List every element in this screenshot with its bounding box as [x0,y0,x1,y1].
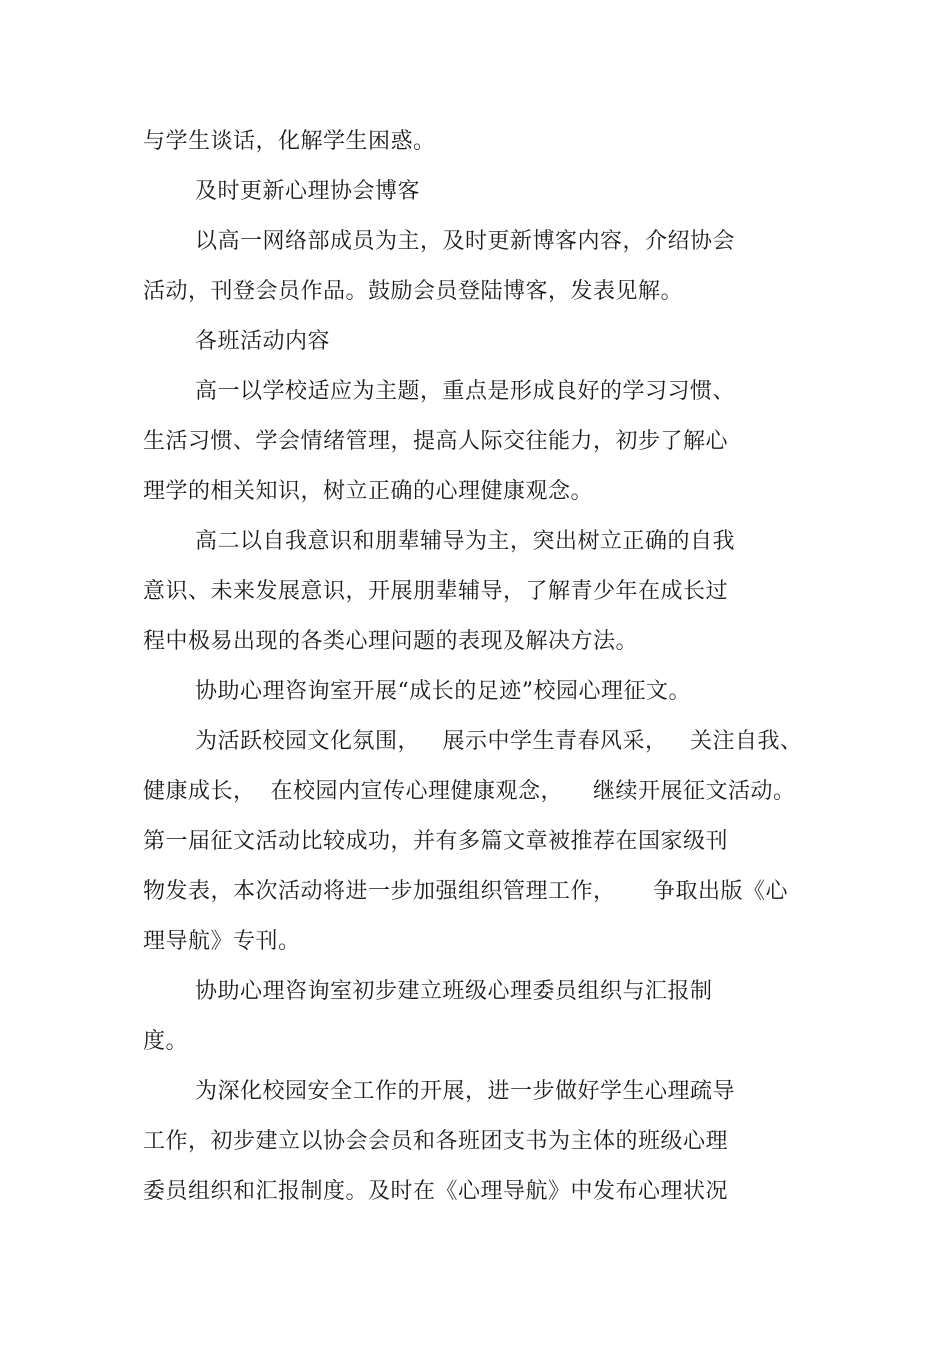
section-heading: 及时更新心理协会博客 [195,179,421,204]
section-heading: 协助心理咨询室开展“成长的足迹”校园心理征文。 [195,679,691,704]
paragraph-line: 为活跃校园文化氛围， 展示中学生青春风采， 关注自我、 [195,729,803,754]
section-heading: 各班活动内容 [195,329,331,354]
paragraph-line: 意识、未来发展意识，开展朋辈辅导，了解青少年在成长过 [143,579,729,604]
paragraph-line: 为深化校园安全工作的开展，进一步做好学生心理疏导 [195,1079,736,1104]
paragraph-line: 生活习惯、学会情绪管理，提高人际交往能力，初步了解心 [143,429,729,454]
paragraph-line: 理导航》专刊。 [143,929,301,954]
paragraph-line: 委员组织和汇报制度。及时在《心理导航》中发布心理状况 [143,1179,729,1204]
paragraph-line: 物发表，本次活动将进一步加强组织管理工作， 争取出版《心 [143,879,788,904]
paragraph-line: 活动，刊登会员作品。鼓励会员登陆博客，发表见解。 [143,279,684,304]
section-heading: 度。 [143,1029,189,1054]
paragraph-line: 工作，初步建立以协会会员和各班团支书为主体的班级心理 [143,1129,729,1154]
paragraph-line: 高一以学校适应为主题，重点是形成良好的学习习惯、 [195,379,736,404]
text-line: 与学生谈话，化解学生困惑。 [143,129,436,154]
paragraph-line: 程中极易出现的各类心理问题的表现及解决方法。 [143,629,639,654]
paragraph-line: 健康成长， 在校园内宣传心理健康观念， 继续开展征文活动。 [143,779,796,804]
paragraph-line: 高二以自我意识和朋辈辅导为主，突出树立正确的自我 [195,529,736,554]
paragraph-line: 以高一网络部成员为主，及时更新博客内容，介绍协会 [195,229,736,254]
paragraph-line: 第一届征文活动比较成功，并有多篇文章被推荐在国家级刊 [143,829,729,854]
section-heading: 协助心理咨询室初步建立班级心理委员组织与汇报制 [195,979,713,1004]
paragraph-line: 理学的相关知识，树立正确的心理健康观念。 [143,479,594,504]
